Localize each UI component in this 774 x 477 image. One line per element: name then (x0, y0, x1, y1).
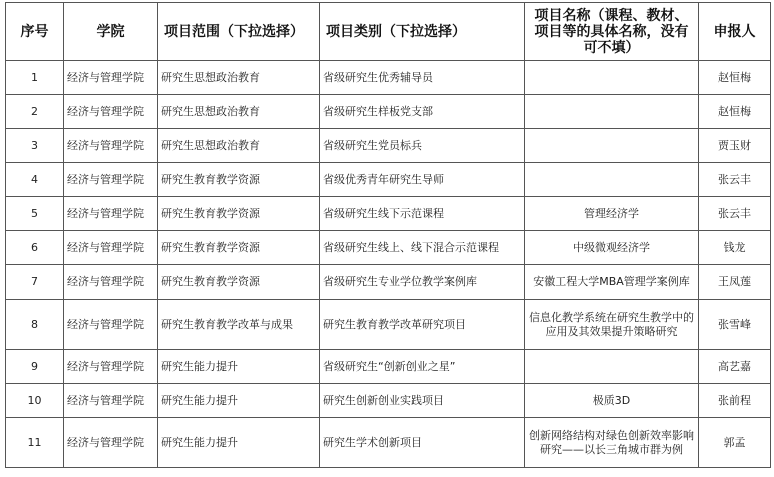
cell-college: 经济与管理学院 (64, 384, 158, 418)
cell-name: 安徽工程大学MBA管理学案例库 (525, 265, 699, 300)
cell-category: 研究生学术创新项目 (320, 418, 525, 468)
cell-category: 省级研究生“创新创业之星” (320, 350, 525, 384)
table-row (6, 197, 771, 231)
cell-index: 8 (6, 300, 64, 350)
cell-scope: 研究生教育教学资源 (158, 197, 320, 231)
cell-category: 省级研究生线上、线下混合示范课程 (320, 231, 525, 265)
header-college: 学院 (64, 3, 158, 61)
header-row (6, 3, 771, 61)
cell-applicant: 王凤莲 (699, 265, 771, 300)
cell-college: 经济与管理学院 (64, 197, 158, 231)
table-row (6, 61, 771, 95)
cell-applicant: 张云丰 (699, 163, 771, 197)
cell-category: 省级优秀青年研究生导师 (320, 163, 525, 197)
cell-college: 经济与管理学院 (64, 418, 158, 468)
cell-applicant: 张雪峰 (699, 300, 771, 350)
cell-scope: 研究生能力提升 (158, 350, 320, 384)
table-row (6, 163, 771, 197)
cell-scope: 研究生能力提升 (158, 418, 320, 468)
cell-scope: 研究生教育教学资源 (158, 231, 320, 265)
cell-college: 经济与管理学院 (64, 350, 158, 384)
cell-index: 6 (6, 231, 64, 265)
cell-category: 省级研究生专业学位教学案例库 (320, 265, 525, 300)
table-row (6, 418, 771, 468)
cell-category: 省级研究生优秀辅导员 (320, 61, 525, 95)
cell-college: 经济与管理学院 (64, 61, 158, 95)
cell-category: 省级研究生线下示范课程 (320, 197, 525, 231)
cell-applicant: 赵恒梅 (699, 61, 771, 95)
cell-category: 研究生创新创业实践项目 (320, 384, 525, 418)
table-row (6, 129, 771, 163)
cell-index: 4 (6, 163, 64, 197)
cell-college: 经济与管理学院 (64, 300, 158, 350)
cell-index: 10 (6, 384, 64, 418)
cell-scope: 研究生思想政治教育 (158, 61, 320, 95)
cell-scope: 研究生教育教学资源 (158, 163, 320, 197)
header-category: 项目类别（下拉选择） (320, 3, 525, 61)
cell-scope: 研究生教育教学改革与成果 (158, 300, 320, 350)
table-row (6, 384, 771, 418)
header-applicant: 申报人 (699, 3, 771, 61)
cell-scope: 研究生能力提升 (158, 384, 320, 418)
cell-scope: 研究生思想政治教育 (158, 129, 320, 163)
cell-name: 中级微观经济学 (525, 231, 699, 265)
cell-scope: 研究生思想政治教育 (158, 95, 320, 129)
cell-applicant: 郭孟 (699, 418, 771, 468)
cell-name: 信息化教学系统在研究生教学中的应用及其效果提升策略研究 (525, 300, 699, 350)
cell-applicant: 赵恒梅 (699, 95, 771, 129)
cell-name: 创新网络结构对绿色创新效率影响研究——以长三角城市群为例 (525, 418, 699, 468)
cell-category: 省级研究生党员标兵 (320, 129, 525, 163)
cell-college: 经济与管理学院 (64, 163, 158, 197)
cell-name (525, 129, 699, 163)
cell-college: 经济与管理学院 (64, 95, 158, 129)
cell-index: 7 (6, 265, 64, 300)
table-row (6, 350, 771, 384)
cell-scope: 研究生教育教学资源 (158, 265, 320, 300)
cell-name (525, 95, 699, 129)
cell-name (525, 163, 699, 197)
header-scope: 项目范围（下拉选择） (158, 3, 320, 61)
header-name: 项目名称（课程、教材、项目等的具体名称，没有可不填） (525, 3, 699, 61)
cell-college: 经济与管理学院 (64, 265, 158, 300)
cell-name (525, 350, 699, 384)
cell-name (525, 61, 699, 95)
table-row (6, 300, 771, 350)
table-row (6, 95, 771, 129)
table-row (6, 265, 771, 300)
project-table (5, 2, 771, 468)
cell-index: 2 (6, 95, 64, 129)
header-index: 序号 (6, 3, 64, 61)
cell-category: 省级研究生样板党支部 (320, 95, 525, 129)
cell-college: 经济与管理学院 (64, 129, 158, 163)
cell-name: 极质3D (525, 384, 699, 418)
cell-index: 5 (6, 197, 64, 231)
cell-index: 9 (6, 350, 64, 384)
cell-index: 1 (6, 61, 64, 95)
cell-applicant: 高艺嘉 (699, 350, 771, 384)
cell-college: 经济与管理学院 (64, 231, 158, 265)
cell-applicant: 张前程 (699, 384, 771, 418)
cell-index: 11 (6, 418, 64, 468)
cell-applicant: 张云丰 (699, 197, 771, 231)
cell-index: 3 (6, 129, 64, 163)
cell-applicant: 钱龙 (699, 231, 771, 265)
table-row (6, 231, 771, 265)
cell-applicant: 贾玉财 (699, 129, 771, 163)
cell-name: 管理经济学 (525, 197, 699, 231)
cell-category: 研究生教育教学改革研究项目 (320, 300, 525, 350)
